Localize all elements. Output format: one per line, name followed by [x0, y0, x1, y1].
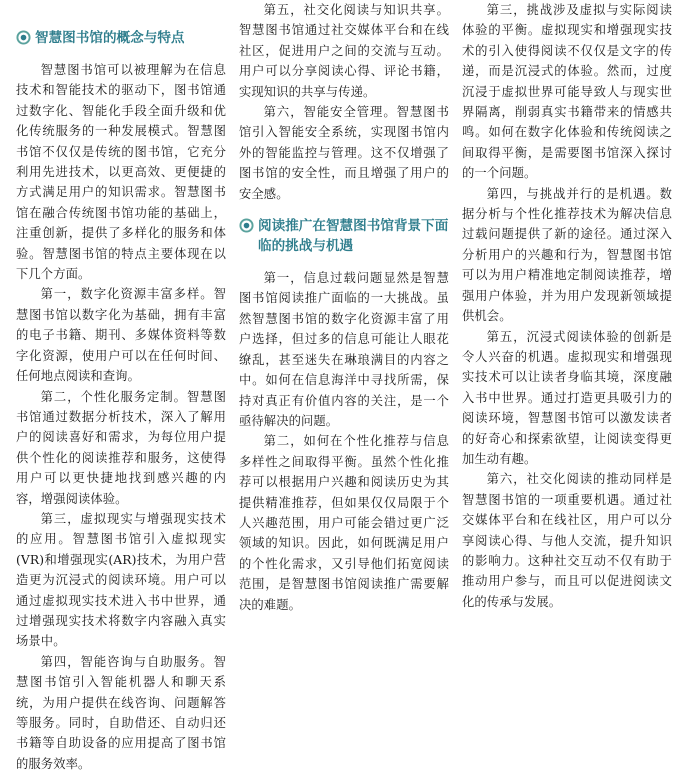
section-2-heading [239, 216, 449, 256]
paragraph: 第六，智能安全管理。智慧图书馆引入智能安全系统，实现图书馆内外的智能监控与管理。这不仅增强了图书馆的安全性，而且增强了用户的安全感。 [239, 105, 449, 201]
concentric-circle-icon [239, 218, 254, 233]
paragraph: 第四，与挑战并行的是机遇。数据分析与个性化推荐技术为解决信息过载问题提供了新的途径。通过深入分析用户的兴趣和行为，智慧图书馆可以为用户精准地定制阅读推荐，增强用户体验，并为用户发现新领域提供机会。 [462, 186, 672, 324]
paragraph: 第三，虚拟现实与增强现实技术的应用。智慧图书馆引入虚拟现实(VR)和增强现实(AR)技术，为用户营造更为沉浸式的阅读环境。用户可以通过虚拟现实技术进入书中世界，通过增强现实技术将数字内容融入真实场景中。 [16, 511, 226, 649]
paragraph: 第二，个性化服务定制。智慧图书馆通过数据分析技术，深入了解用户的阅读喜好和需求，为每位用户提供个性化的阅读推荐和服务，这使得用户可以更快捷地找到感兴趣的内容，增强阅读体验。 [16, 389, 226, 506]
paragraph: 第五，沉浸式阅读体验的创新是令人兴奋的机遇。虚拟现实和增强现实技术可以让读者身临其境，深度融入书中世界。通过打造更具吸引力的阅读环境，智慧图书馆可以激发读者的好奇心和探索欲望，让阅读变得更加生动有趣。 [462, 329, 672, 466]
concentric-circle-icon [16, 30, 31, 45]
section-1-heading [16, 28, 226, 48]
paragraph: 第四，智能咨询与自助服务。智慧图书馆引入智能机器人和聊天系统，为用户提供在线咨询、问题解答等服务。同时，自助借还、自动归还书籍等自助设备的应用提高了图书馆的服务效率。 [16, 654, 226, 771]
column-3 [462, 0, 672, 631]
paragraph: 第一，信息过载问题显然是智慧图书馆阅读推广面临的一大挑战。虽然智慧图书馆的数字化资源丰富了用户选择，但过多的信息可能让人眼花缭乱，甚至迷失在琳琅满目的内容之中。如何在信息海洋中寻找所需，保持对真正有价值内容的关注，是一个亟待解决的问题。 [239, 271, 449, 428]
section-1-title: 智慧图书馆的概念与特点 [35, 30, 185, 46]
section-2-title: 阅读推广在智慧图书馆背景下面临的挑战与机遇 [258, 218, 449, 255]
column-2 [239, 0, 449, 631]
paragraph: 智慧图书馆可以被理解为在信息技术和智能技术的驱动下，图书馆通过数字化、智能化手段全面升级和优化传统服务的一种发展模式。智慧图书馆不仅仅是传统的图书馆，它充分利用先进技术，以更高效、更便捷的方式满足用户的知识需求。智慧图书馆在融合传统图书馆功能的基础上，注重创新，提供了多样化的服务和体验。智慧图书馆的特点主要体现在以下几个方面。 [16, 63, 226, 282]
paragraph: 第五，社交化阅读与知识共享。智慧图书馆通过社交媒体平台和在线社区，促进用户之间的交流与互动。用户可以分享阅读心得、评论书籍，实现知识的共享与传递。 [239, 3, 449, 99]
paragraph: 第一，数字化资源丰富多样。智慧图书馆以数字化为基础，拥有丰富的电子书籍、期刊、多媒体资料等数字化资源，使用户可以在任何时间、任何地点阅读和查询。 [16, 287, 226, 384]
paragraph: 第二，如何在个性化推荐与信息多样性之间取得平衡。虽然个性化推荐可以根据用户兴趣和阅读历史为其提供精准推荐，但如果仅仅局限于个人兴趣范围，用户可能会错过更广泛领域的知识。因此，如何既满足用户的个性化需求，又引导他们拓宽阅读范围，是智慧图书馆阅读推广需要解决的难题。 [239, 434, 449, 612]
paragraph: 第六，社交化阅读的推动同样是智慧图书馆的一项重要机遇。通过社交媒体平台和在线社区，用户可以分享阅读心得、与他人交流，提升知识的影响力。这种社交互动不仅有助于推动用户参与，而且可以促进阅读文化的传承与发展。 [462, 472, 672, 609]
column-1 [16, 0, 226, 771]
paragraph: 第三，挑战涉及虚拟与实际阅读体验的平衡。虚拟现实和增强现实技术的引入使得阅读不仅仅是文字的传递，而是沉浸式的体验。然而，过度沉浸于虚拟世界可能导致人与现实世界隔离，削弱真实书籍带来的情感共鸣。如何在数字化体验和传统阅读之间取得平衡，是需要图书馆深入探讨的一个问题。 [462, 3, 672, 181]
